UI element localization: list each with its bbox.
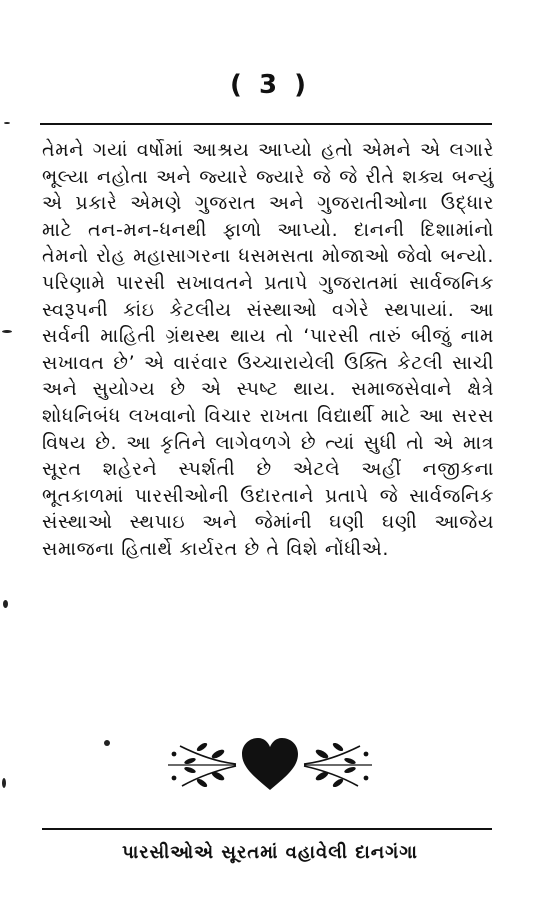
heart-icon — [242, 738, 298, 790]
scan-speck — [2, 330, 12, 333]
scan-speck — [104, 740, 110, 746]
scan-speck — [3, 600, 8, 608]
scan-speck — [2, 778, 6, 788]
footer-rule — [42, 828, 492, 830]
heart-flourish-ornament-icon — [160, 732, 380, 796]
scan-speck — [4, 122, 10, 124]
body-paragraph: તેમને ગયાં વર્ષોમાં આશ્રય આપ્યો હતો એમને એ લગારે ભૂલ્યા નહોતા અને જ્યારે જ્યારે જે જે રીતે શક્ય બન્યું એ પ્રકારે એમણે ગુજરાત અને ગુજરાતીઓના ઉદ્ધાર માટે તન-મન-ધનથી ફાળો આપ્યો. દાનની દિશામાંનો તેમનો રોહ મહાસાગરના ધસમસતા મોજાઓ જેવો બન્યો. પરિણામે પારસી સખાવતને પ્રતાપે ગુજરાતમાં સાર્વજનિક સ્વરૂપની કાંઇ કેટલીય સંસ્થાઓ વગેરે સ્થપાયાં. આ સર્વની માહિતી ગ્રંથસ્થ થાય તો ‘પારસી તારું બીજું નામ સખાવત છે’ એ વારંવાર ઉચ્ચારાયેલી ઉક્તિ કેટલી સાચી અને સુયોગ્ય છે એ સ્પષ્ટ થાય. સમાજસેવાને ક્ષેત્રે શોધનિબંધ લખવાનો વિચાર રાખતા વિદ્યાર્થી માટે આ સરસ વિષય છે. આ કૃતિને લાગેવળગે છે ત્યાં સુધી તો એ માત્ર સૂરત શહેરને સ્પર્શતી છે એટલે અહીં નજીકના ભૂતકાળમાં પારસીઓની ઉદારતાને પ્રતાપે જે સાર્વજનિક સંસ્થાઓ સ્થપાઇ અને જેમાંની ઘણી ઘણી આજેય સમાજના હિતાર્થે કાર્યરત છે તે વિશે નોંધીએ. — [42, 139, 494, 560]
header-rule — [40, 123, 492, 125]
page-number: ( 3 ) — [230, 70, 310, 100]
running-footer-title: પારસીઓએ સૂરતમાં વહાવેલી દાનગંગા — [122, 842, 418, 863]
